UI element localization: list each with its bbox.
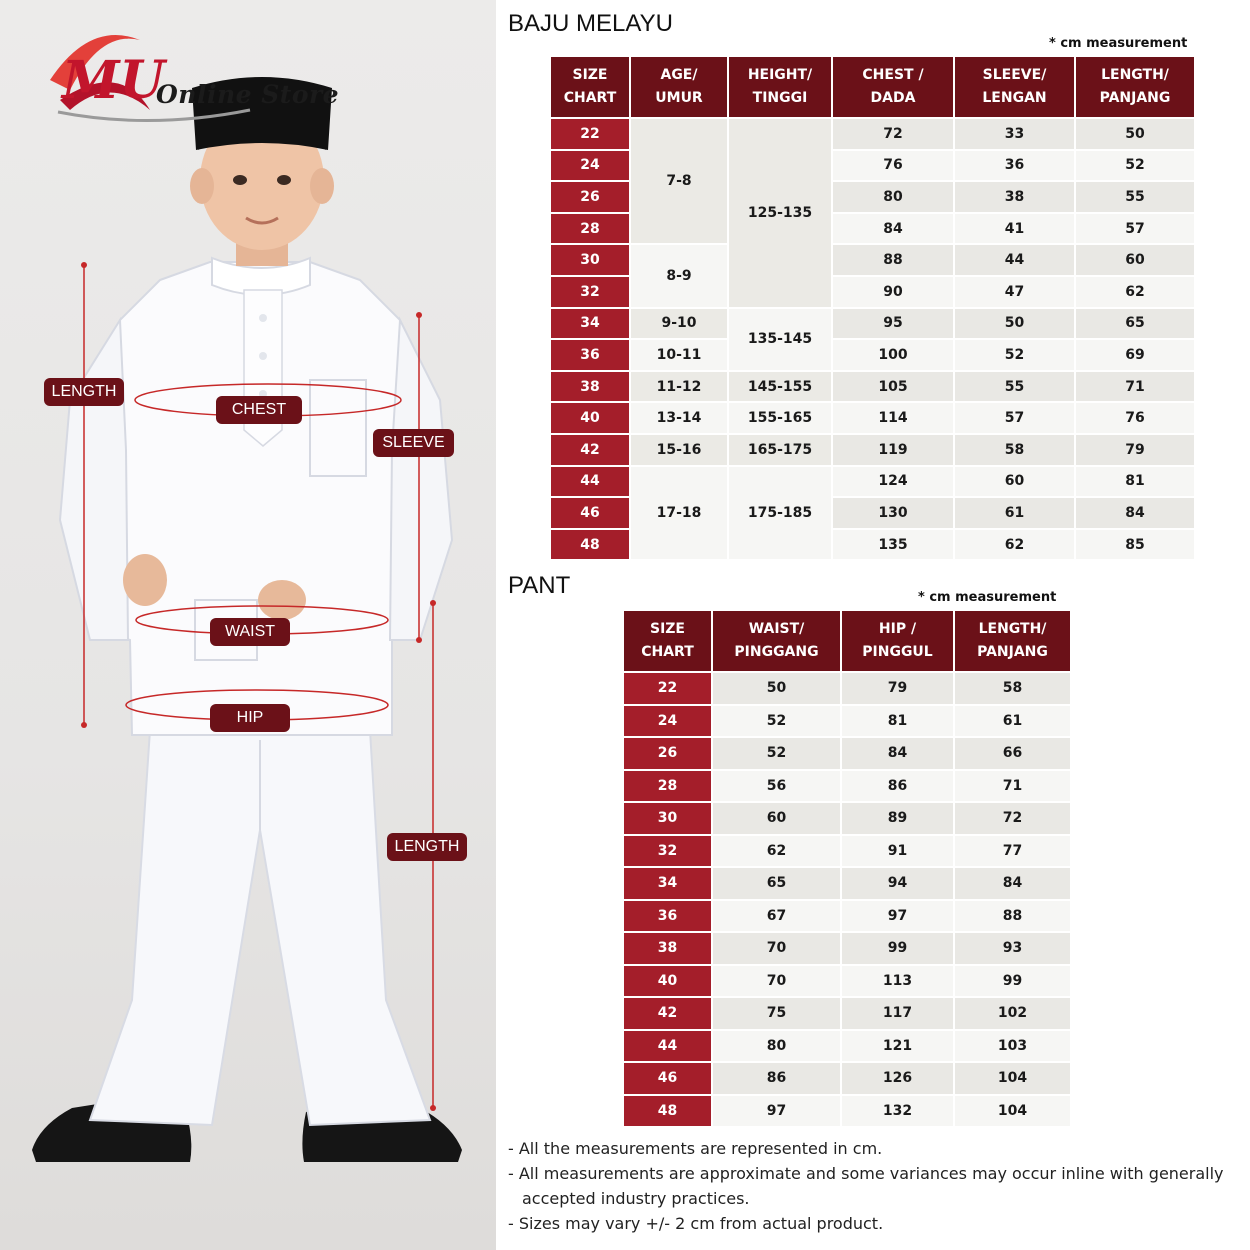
chest-cell: 135 xyxy=(833,530,953,560)
length-cell: 71 xyxy=(955,771,1070,802)
size-cell: 46 xyxy=(551,498,629,528)
height-cell: 145-155 xyxy=(729,372,831,402)
table-row xyxy=(624,673,1070,704)
table-row xyxy=(624,706,1070,737)
sleeve-cell: 50 xyxy=(955,309,1074,339)
hip-cell: 121 xyxy=(842,1031,953,1062)
baju-title: BAJU MELAYU xyxy=(508,10,673,37)
age-cell: 11-12 xyxy=(631,372,727,402)
size-cell: 22 xyxy=(624,673,711,704)
callout-waist: WAIST xyxy=(210,618,290,646)
length-cell: 52 xyxy=(1076,151,1194,181)
length-cell: 103 xyxy=(955,1031,1070,1062)
table-row xyxy=(624,1096,1070,1127)
age-cell: 8-9 xyxy=(631,245,727,306)
size-cell: 26 xyxy=(551,182,629,212)
height-cell: 155-165 xyxy=(729,403,831,433)
table-row xyxy=(551,245,1194,275)
waist-cell: 50 xyxy=(713,673,840,704)
table-row xyxy=(624,1031,1070,1062)
waist-cell: 70 xyxy=(713,966,840,997)
waist-cell: 97 xyxy=(713,1096,840,1127)
callout-chest: CHEST xyxy=(216,396,302,424)
pant-size-table xyxy=(622,609,1072,1128)
size-cell: 36 xyxy=(551,340,629,370)
sleeve-cell: 47 xyxy=(955,277,1074,307)
note-line: - Sizes may vary +/- 2 cm from actual product. xyxy=(508,1214,884,1233)
header-size: SIZE CHART xyxy=(551,57,629,117)
length-cell: 84 xyxy=(955,868,1070,899)
length-cell: 62 xyxy=(1076,277,1194,307)
baju-note: * cm measurement xyxy=(1049,36,1188,51)
table-row xyxy=(624,933,1070,964)
hip-cell: 81 xyxy=(842,706,953,737)
table-row xyxy=(551,467,1194,497)
length-cell: 77 xyxy=(955,836,1070,867)
callout-length-bottom: LENGTH xyxy=(387,833,467,861)
length-cell: 88 xyxy=(955,901,1070,932)
sleeve-cell: 61 xyxy=(955,498,1074,528)
table-row xyxy=(624,868,1070,899)
length-cell: 61 xyxy=(955,706,1070,737)
age-cell: 9-10 xyxy=(631,309,727,339)
length-cell: 71 xyxy=(1076,372,1194,402)
length-cell: 104 xyxy=(955,1096,1070,1127)
model-photo-panel xyxy=(0,0,496,1250)
pant-title: PANT xyxy=(508,572,571,599)
callout-hip: HIP xyxy=(210,704,290,732)
sleeve-cell: 60 xyxy=(955,467,1074,497)
hip-cell: 84 xyxy=(842,738,953,769)
table-row xyxy=(624,803,1070,834)
chest-cell: 114 xyxy=(833,403,953,433)
size-cell: 38 xyxy=(624,933,711,964)
hip-cell: 99 xyxy=(842,933,953,964)
waist-cell: 80 xyxy=(713,1031,840,1062)
table-row xyxy=(551,372,1194,402)
header-length: LENGTH/ PANJANG xyxy=(955,611,1070,671)
size-cell: 48 xyxy=(624,1096,711,1127)
size-cell: 44 xyxy=(624,1031,711,1062)
length-cell: 57 xyxy=(1076,214,1194,244)
sleeve-cell: 57 xyxy=(955,403,1074,433)
chest-cell: 130 xyxy=(833,498,953,528)
length-cell: 81 xyxy=(1076,467,1194,497)
header-length: LENGTH/ PANJANG xyxy=(1076,57,1194,117)
size-cell: 30 xyxy=(624,803,711,834)
length-cell: 84 xyxy=(1076,498,1194,528)
sleeve-cell: 62 xyxy=(955,530,1074,560)
length-cell: 69 xyxy=(1076,340,1194,370)
height-cell: 125-135 xyxy=(729,119,831,307)
waist-cell: 60 xyxy=(713,803,840,834)
size-cell: 28 xyxy=(624,771,711,802)
chest-cell: 72 xyxy=(833,119,953,149)
hip-cell: 117 xyxy=(842,998,953,1029)
size-cell: 34 xyxy=(624,868,711,899)
length-cell: 58 xyxy=(955,673,1070,704)
waist-cell: 70 xyxy=(713,933,840,964)
sleeve-cell: 38 xyxy=(955,182,1074,212)
length-cell: 60 xyxy=(1076,245,1194,275)
length-cell: 76 xyxy=(1076,403,1194,433)
size-cell: 24 xyxy=(624,706,711,737)
table-row xyxy=(624,966,1070,997)
logo-letters: MU xyxy=(62,50,165,111)
size-cell: 44 xyxy=(551,467,629,497)
size-cell: 32 xyxy=(551,277,629,307)
table-row xyxy=(551,340,1194,370)
sleeve-cell: 44 xyxy=(955,245,1074,275)
length-cell: 65 xyxy=(1076,309,1194,339)
age-cell: 15-16 xyxy=(631,435,727,465)
sleeve-cell: 33 xyxy=(955,119,1074,149)
store-name: Online Store xyxy=(156,80,340,109)
waist-cell: 56 xyxy=(713,771,840,802)
table-row xyxy=(624,836,1070,867)
size-cell: 40 xyxy=(551,403,629,433)
size-cell: 38 xyxy=(551,372,629,402)
table-row xyxy=(624,998,1070,1029)
waist-cell: 65 xyxy=(713,868,840,899)
age-cell: 7-8 xyxy=(631,119,727,243)
baju-size-table xyxy=(549,55,1196,561)
header-hip: HIP / PINGGUL xyxy=(842,611,953,671)
age-cell: 13-14 xyxy=(631,403,727,433)
hip-cell: 89 xyxy=(842,803,953,834)
note-line: - All the measurements are represented in cm. xyxy=(508,1139,883,1158)
size-cell: 24 xyxy=(551,151,629,181)
age-cell: 17-18 xyxy=(631,467,727,560)
hip-cell: 94 xyxy=(842,868,953,899)
length-cell: 55 xyxy=(1076,182,1194,212)
header-height: HEIGHT/ TINGGI xyxy=(729,57,831,117)
table-header-row xyxy=(551,57,1194,117)
table-row xyxy=(624,901,1070,932)
header-chest: CHEST / DADA xyxy=(833,57,953,117)
waist-cell: 52 xyxy=(713,706,840,737)
height-cell: 165-175 xyxy=(729,435,831,465)
callout-length-top: LENGTH xyxy=(44,378,124,406)
height-cell: 175-185 xyxy=(729,467,831,560)
hip-cell: 126 xyxy=(842,1063,953,1094)
hip-cell: 132 xyxy=(842,1096,953,1127)
size-cell: 40 xyxy=(624,966,711,997)
table-row xyxy=(551,435,1194,465)
header-sleeve: SLEEVE/ LENGAN xyxy=(955,57,1074,117)
sleeve-cell: 58 xyxy=(955,435,1074,465)
header-age: AGE/ UMUR xyxy=(631,57,727,117)
chest-cell: 95 xyxy=(833,309,953,339)
length-cell: 102 xyxy=(955,998,1070,1029)
size-cell: 32 xyxy=(624,836,711,867)
hip-cell: 86 xyxy=(842,771,953,802)
size-cell: 26 xyxy=(624,738,711,769)
size-cell: 42 xyxy=(624,998,711,1029)
length-cell: 104 xyxy=(955,1063,1070,1094)
table-row xyxy=(624,1063,1070,1094)
size-cell: 46 xyxy=(624,1063,711,1094)
pant-note: * cm measurement xyxy=(918,590,1057,605)
chest-cell: 88 xyxy=(833,245,953,275)
callout-sleeve: SLEEVE xyxy=(373,429,454,457)
chest-cell: 84 xyxy=(833,214,953,244)
waist-cell: 67 xyxy=(713,901,840,932)
waist-cell: 75 xyxy=(713,998,840,1029)
length-cell: 50 xyxy=(1076,119,1194,149)
chest-cell: 80 xyxy=(833,182,953,212)
measurement-notes xyxy=(508,1136,1228,1236)
size-cell: 48 xyxy=(551,530,629,560)
sleeve-cell: 52 xyxy=(955,340,1074,370)
header-waist: WAIST/ PINGGANG xyxy=(713,611,840,671)
table-row xyxy=(551,309,1194,339)
hip-cell: 91 xyxy=(842,836,953,867)
waist-cell: 86 xyxy=(713,1063,840,1094)
size-cell: 36 xyxy=(624,901,711,932)
size-cell: 30 xyxy=(551,245,629,275)
table-row xyxy=(624,738,1070,769)
length-cell: 72 xyxy=(955,803,1070,834)
sleeve-cell: 55 xyxy=(955,372,1074,402)
length-cell: 93 xyxy=(955,933,1070,964)
chest-cell: 100 xyxy=(833,340,953,370)
header-size: SIZE CHART xyxy=(624,611,711,671)
hip-cell: 79 xyxy=(842,673,953,704)
sleeve-cell: 41 xyxy=(955,214,1074,244)
length-cell: 85 xyxy=(1076,530,1194,560)
chest-cell: 119 xyxy=(833,435,953,465)
chest-cell: 124 xyxy=(833,467,953,497)
length-cell: 79 xyxy=(1076,435,1194,465)
sleeve-cell: 36 xyxy=(955,151,1074,181)
size-cell: 22 xyxy=(551,119,629,149)
length-cell: 66 xyxy=(955,738,1070,769)
length-cell: 99 xyxy=(955,966,1070,997)
chest-cell: 76 xyxy=(833,151,953,181)
size-cell: 28 xyxy=(551,214,629,244)
table-row xyxy=(551,403,1194,433)
age-cell: 10-11 xyxy=(631,340,727,370)
note-line: - All measurements are approximate and some variances may occur inline with generally accepted industry practices. xyxy=(508,1164,1224,1208)
chest-cell: 105 xyxy=(833,372,953,402)
chest-cell: 90 xyxy=(833,277,953,307)
table-header-row xyxy=(624,611,1070,671)
size-cell: 42 xyxy=(551,435,629,465)
table-row xyxy=(624,771,1070,802)
height-cell: 135-145 xyxy=(729,309,831,370)
waist-cell: 62 xyxy=(713,836,840,867)
size-cell: 34 xyxy=(551,309,629,339)
waist-cell: 52 xyxy=(713,738,840,769)
hip-cell: 97 xyxy=(842,901,953,932)
table-row xyxy=(551,119,1194,149)
hip-cell: 113 xyxy=(842,966,953,997)
